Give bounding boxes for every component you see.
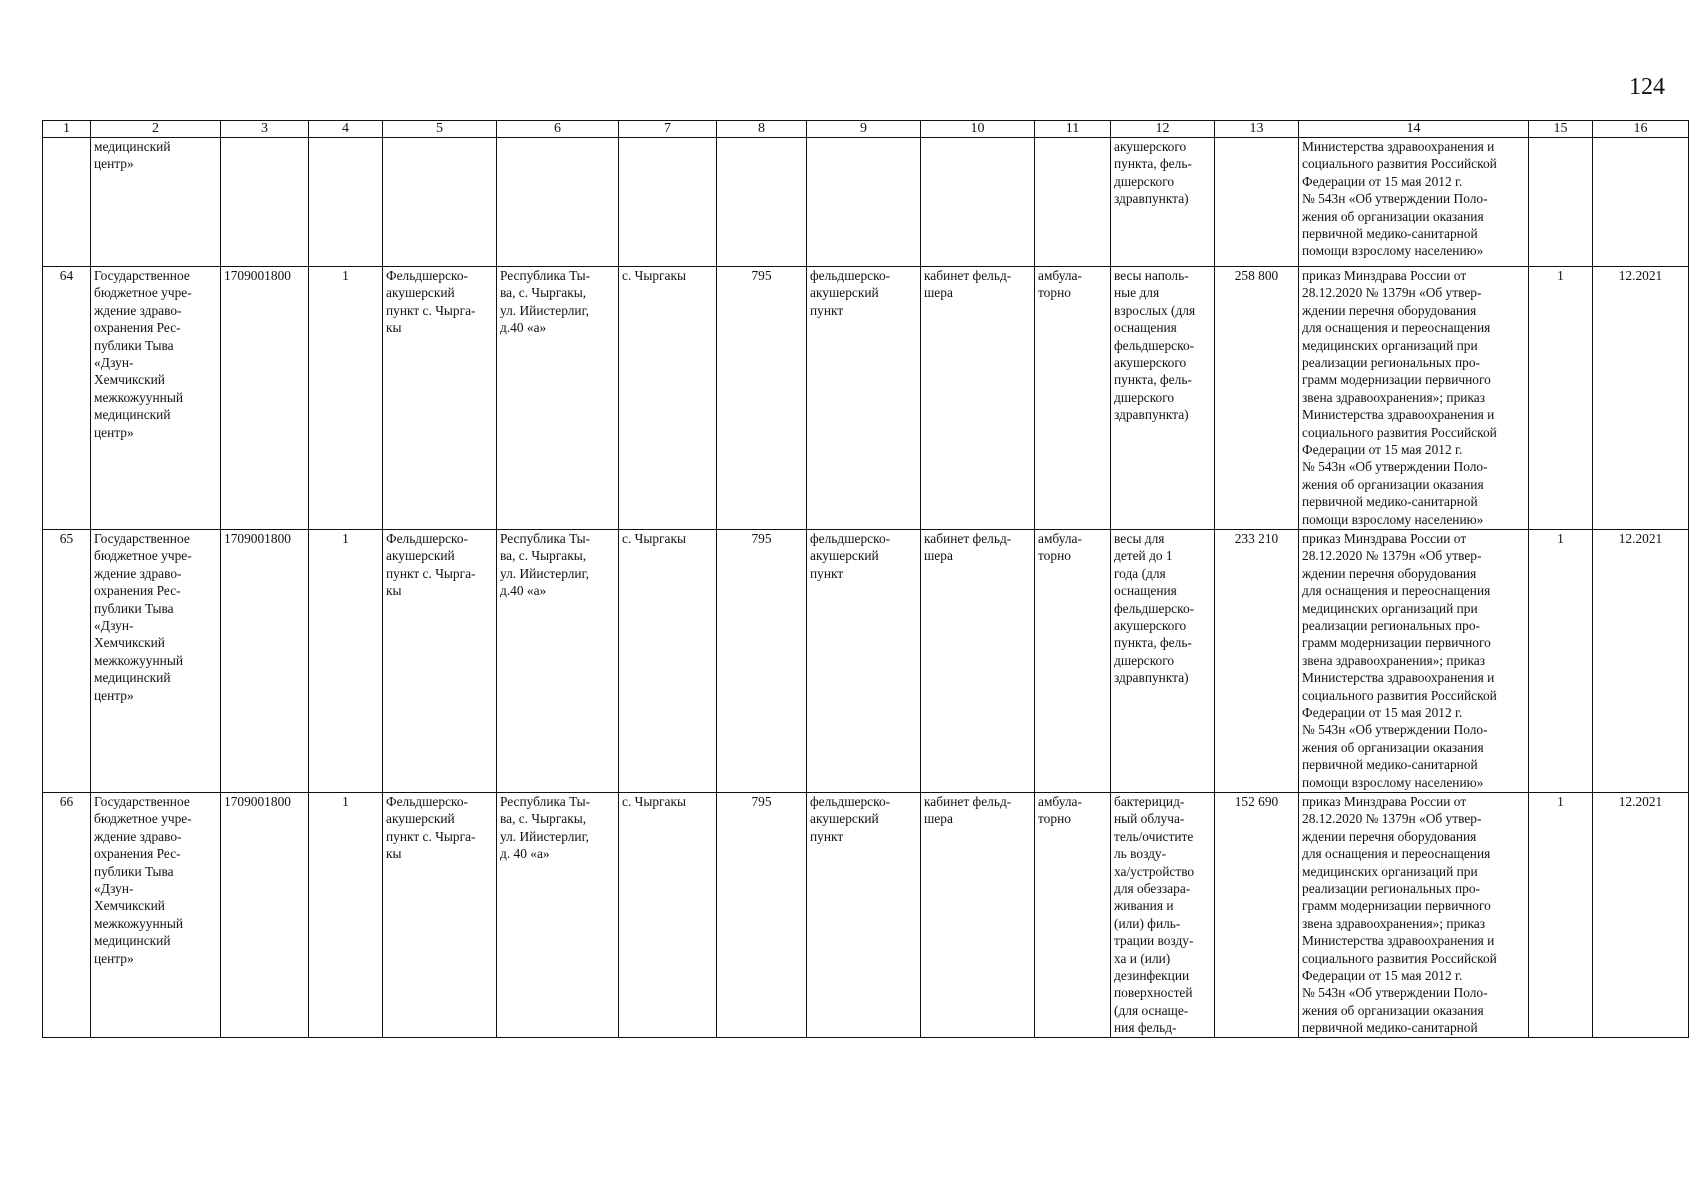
- cell-text: Республика Ты- ва, с. Чыргакы, ул. Ийистерлиг, д.40 «а»: [500, 531, 591, 599]
- cell-room: [921, 267, 1035, 530]
- cell-text: весы для детей до 1 года (для оснащения фельдшерско- акушерского пункта, фель- дшерского здравпункта): [1114, 531, 1195, 686]
- cell-population: 795: [717, 267, 807, 530]
- cell-population: 795: [717, 793, 807, 1038]
- cell-text: бактерицид- ный облуча- тель/очистите ль возду- ха/устройство для обеззара- живания и (или) филь- трации возду- ха и (или) дезинфекции поверхностей (для оснаще- ния фельд-: [1114, 794, 1195, 1036]
- cell-equipment: [1111, 138, 1215, 267]
- cell-text: весы наполь- ные для взрослых (для оснащения фельдшерско- акушерского пункта, фель- дшерского здравпункта): [1114, 268, 1196, 423]
- cell-date: [1593, 138, 1689, 267]
- cell-quantity: [1529, 138, 1593, 267]
- cell-facility: [383, 530, 497, 793]
- cell-equipment: [1111, 530, 1215, 793]
- cell-date: 12.2021: [1593, 267, 1689, 530]
- cell-facility-type: [807, 793, 921, 1038]
- cell-address: [497, 267, 619, 530]
- cell-address: [497, 530, 619, 793]
- column-header: 10: [921, 121, 1035, 138]
- table-row-continuation: [43, 138, 1689, 267]
- cell-inn: 1709001800: [221, 530, 309, 793]
- column-header: 8: [717, 121, 807, 138]
- column-header: 3: [221, 121, 309, 138]
- cell-quantity: 1: [1529, 267, 1593, 530]
- cell-facility-type: [807, 267, 921, 530]
- column-header: 1: [43, 121, 91, 138]
- cell-organization: [91, 267, 221, 530]
- column-header: 15: [1529, 121, 1593, 138]
- equipment-registry-table: [42, 120, 1689, 1038]
- cell-text: Государственное бюджетное учре- ждение здраво- охранения Рес- публики Тыва «Дзун- Хемчикский межкожуунный медицинский центр»: [94, 794, 192, 966]
- cell-cost: 152 690: [1215, 793, 1299, 1038]
- cell-text: фельдшерско- акушерский пункт: [810, 531, 891, 581]
- cell-care-mode: [1035, 793, 1111, 1038]
- cell-care-mode: [1035, 267, 1111, 530]
- column-header: 11: [1035, 121, 1111, 138]
- cell-care-mode: [1035, 530, 1111, 793]
- cell-number: 64: [43, 267, 91, 530]
- cell-col4: [309, 138, 383, 267]
- column-header: 5: [383, 121, 497, 138]
- column-header: 4: [309, 121, 383, 138]
- cell-facility-type: [807, 138, 921, 267]
- cell-col4: 1: [309, 793, 383, 1038]
- cell-number: [43, 138, 91, 267]
- cell-text: Республика Ты- ва, с. Чыргакы, ул. Ийистерлиг, д. 40 «а»: [500, 794, 591, 862]
- cell-number: 66: [43, 793, 91, 1038]
- cell-room: [921, 138, 1035, 267]
- column-header: 2: [91, 121, 221, 138]
- cell-cost: 233 210: [1215, 530, 1299, 793]
- cell-text: кабинет фельд- шера: [924, 531, 1012, 564]
- cell-address: [497, 793, 619, 1038]
- cell-col4: 1: [309, 267, 383, 530]
- cell-text: кабинет фельд- шера: [924, 794, 1012, 827]
- cell-text: Государственное бюджетное учре- ждение здраво- охранения Рес- публики Тыва «Дзун- Хемчикский межкожуунный медицинский центр»: [94, 531, 192, 703]
- cell-legal-basis: [1299, 530, 1529, 793]
- cell-text: приказ Минздрава России от 28.12.2020 № 1379н «Об утвер- ждении перечня оборудования для оснащения и переоснащения медицинских организаций при реализации региональных про- грамм модернизации первичного звена здравоохранения»; приказ Министерства здравоохранения и социального развития Российской Федерации от 15 мая 2012 г. № 543н «Об утверждении Поло- жения об организации оказания первичной медико-санитарной помощи взрослому населению»: [1302, 268, 1497, 527]
- cell-text: амбула- торно: [1038, 531, 1082, 564]
- cell-inn: 1709001800: [221, 793, 309, 1038]
- cell-facility: [383, 267, 497, 530]
- column-header: 13: [1215, 121, 1299, 138]
- cell-text: амбула- торно: [1038, 794, 1082, 827]
- cell-text: Фельдшерско- акушерский пункт с. Чырга- кы: [386, 794, 476, 862]
- cell-text: Государственное бюджетное учре- ждение здраво- охранения Рес- публики Тыва «Дзун- Хемчикский межкожуунный медицинский центр»: [94, 268, 192, 440]
- cell-inn: 1709001800: [221, 267, 309, 530]
- cell-settlement: с. Чыргакы: [619, 267, 717, 530]
- cell-text: медицинский центр»: [94, 139, 171, 172]
- cell-facility-type: [807, 530, 921, 793]
- cell-number: 65: [43, 530, 91, 793]
- cell-equipment: [1111, 793, 1215, 1038]
- table-row: [43, 267, 1689, 530]
- cell-text: фельдшерско- акушерский пункт: [810, 794, 891, 844]
- cell-text: Министерства здравоохранения и социального развития Российской Федерации от 15 мая 2012 г. № 543н «Об утверждении Поло- жения об организации оказания первичной медико-санитарной помощи взрослому населению»: [1302, 139, 1497, 259]
- cell-legal-basis: [1299, 138, 1529, 267]
- column-header: 6: [497, 121, 619, 138]
- column-header: 9: [807, 121, 921, 138]
- column-number-header-row: [43, 121, 1689, 138]
- table-row: [43, 793, 1689, 1038]
- cell-legal-basis: [1299, 793, 1529, 1038]
- cell-cost: [1215, 138, 1299, 267]
- cell-facility: [383, 138, 497, 267]
- cell-organization: [91, 138, 221, 267]
- cell-text: кабинет фельд- шера: [924, 268, 1012, 301]
- cell-text: приказ Минздрава России от 28.12.2020 № 1379н «Об утвер- ждении перечня оборудования для оснащения и переоснащения медицинских организаций при реализации региональных про- грамм модернизации первичного звена здравоохранения»; приказ Министерства здравоохранения и социального развития Российской Федерации от 15 мая 2012 г. № 543н «Об утверждении Поло- жения об организации оказания первичной медико-санитарной помощи взрослому населению»: [1302, 531, 1497, 790]
- cell-population: [717, 138, 807, 267]
- cell-room: [921, 530, 1035, 793]
- column-header: 7: [619, 121, 717, 138]
- cell-quantity: 1: [1529, 530, 1593, 793]
- cell-text: амбула- торно: [1038, 268, 1082, 301]
- cell-population: 795: [717, 530, 807, 793]
- cell-address: [497, 138, 619, 267]
- cell-facility: [383, 793, 497, 1038]
- cell-settlement: [619, 138, 717, 267]
- cell-text: Фельдшерско- акушерский пункт с. Чырга- кы: [386, 268, 476, 336]
- column-header: 14: [1299, 121, 1529, 138]
- cell-settlement: с. Чыргакы: [619, 530, 717, 793]
- cell-text: фельдшерско- акушерский пункт: [810, 268, 891, 318]
- cell-date: 12.2021: [1593, 793, 1689, 1038]
- cell-settlement: с. Чыргакы: [619, 793, 717, 1038]
- cell-room: [921, 793, 1035, 1038]
- cell-text: Республика Ты- ва, с. Чыргакы, ул. Ийистерлиг, д.40 «а»: [500, 268, 591, 336]
- cell-organization: [91, 530, 221, 793]
- column-header: 16: [1593, 121, 1689, 138]
- cell-inn: [221, 138, 309, 267]
- cell-equipment: [1111, 267, 1215, 530]
- cell-cost: 258 800: [1215, 267, 1299, 530]
- column-header: 12: [1111, 121, 1215, 138]
- cell-text: акушерского пункта, фель- дшерского здравпункта): [1114, 139, 1192, 207]
- cell-legal-basis: [1299, 267, 1529, 530]
- cell-quantity: 1: [1529, 793, 1593, 1038]
- cell-text: Фельдшерско- акушерский пункт с. Чырга- кы: [386, 531, 476, 599]
- table-row: [43, 530, 1689, 793]
- cell-organization: [91, 793, 221, 1038]
- page-number: 124: [1629, 74, 1665, 100]
- cell-date: 12.2021: [1593, 530, 1689, 793]
- cell-col4: 1: [309, 530, 383, 793]
- cell-care-mode: [1035, 138, 1111, 267]
- cell-text: приказ Минздрава России от 28.12.2020 № 1379н «Об утвер- ждении перечня оборудования для оснащения и переоснащения медицинских организаций при реализации региональных про- грамм модернизации первичного звена здравоохранения»; приказ Министерства здравоохранения и социального развития Российской Федерации от 15 мая 2012 г. № 543н «Об утверждении Поло- жения об организации оказания первичной медико-санитарной: [1302, 794, 1497, 1036]
